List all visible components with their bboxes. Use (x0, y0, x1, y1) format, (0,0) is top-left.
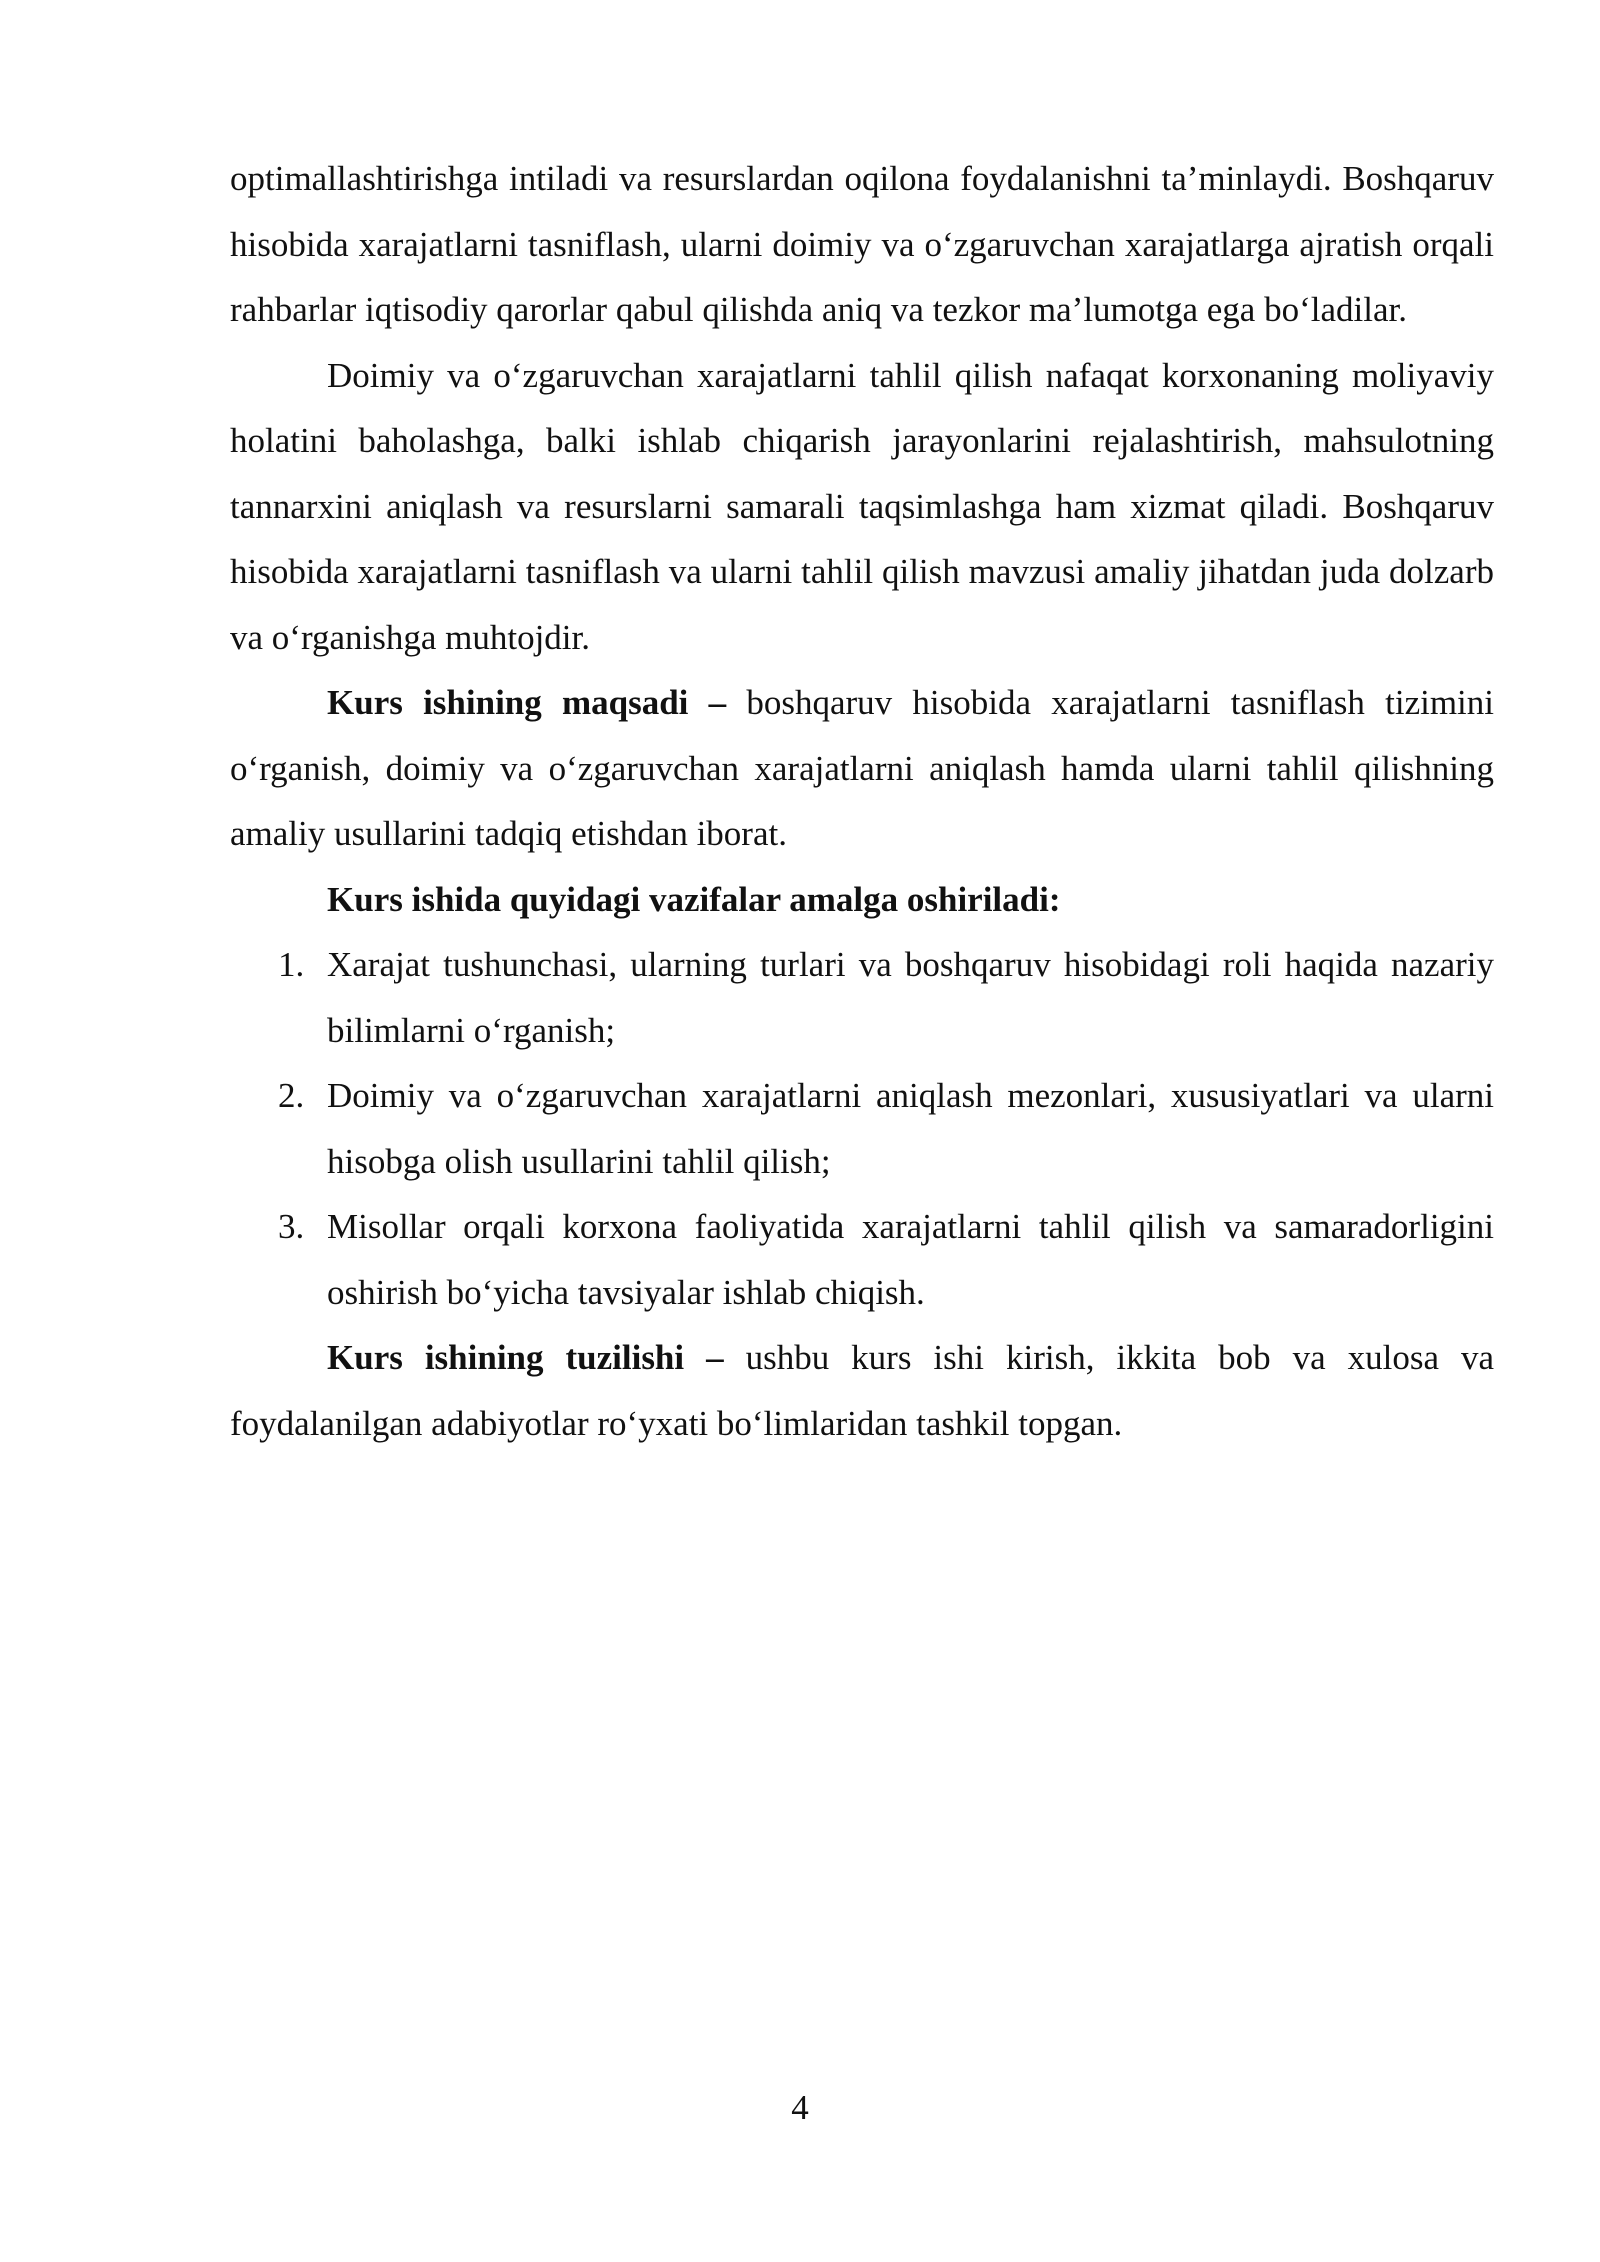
page-number: 4 (791, 2088, 809, 2127)
paragraph-goal (230, 670, 1494, 867)
list-item-number: 3. (278, 1207, 305, 1246)
paragraph-intro-continuation: optimallashtirishga intiladi va resurslardan oqilona foydalanishni ta’minlaydi. Boshqaruv hisobida xarajatlarni tasniflash, ularni doimiy va o‘zgaruvchan xarajatlarga ajratish orqali rahbarlar iqtisodiy qarorlar qabul qilishda aniq va tezkor ma’lumotga ega bo‘ladilar. (230, 159, 1494, 329)
list-item (230, 1063, 1494, 1194)
structure-label: Kurs ishining tuzilishi – (327, 1338, 724, 1377)
list-item (230, 932, 1494, 1063)
tasks-list (230, 932, 1494, 1325)
goal-label: Kurs ishining maqsadi – (327, 683, 727, 722)
paragraph-analysis: Doimiy va o‘zgaruvchan xarajatlarni tahlil qilish nafaqat korxonaning moliyaviy holatini baholashga, balki ishlab chiqarish jarayonlarini rejalashtirish, mahsulotning tannarxini aniqlash va resurslarni samarali taqsimlashga ham xizmat qiladi. Boshqaruv hisobida xarajatlarni tasniflash va ularni tahlil qilish mavzusi amaliy jihatdan juda dolzarb va o‘rganishga muhtojdir. (230, 355, 1494, 657)
list-item-number: 1. (278, 945, 305, 984)
goal-text: boshqaruv hisobida xarajatlarni tasniflash tizimini o‘rganish, doimiy va o‘zgaruvchan xarajatlarni aniqlash hamda ularni tahlil qilishning amaliy usullarini tadqiq etishdan iborat. (230, 683, 1494, 853)
list-item (230, 1194, 1494, 1325)
list-item-text: Xarajat tushunchasi, ularning turlari va boshqaruv hisobidagi roli haqida nazariy bilimlarni o‘rganish; (327, 945, 1494, 1050)
structure-text: ushbu kurs ishi kirish, ikkita bob va xulosa va foydalanilgan adabiyotlar ro‘yxati bo‘limlaridan tashkil topgan. (230, 1338, 1494, 1443)
paragraph-structure (230, 1325, 1494, 1456)
tasks-heading: Kurs ishida quyidagi vazifalar amalga oshiriladi: (327, 879, 1061, 919)
list-item-text: Misollar orqali korxona faoliyatida xarajatlarni tahlil qilish va samaradorligini oshirish bo‘yicha tavsiyalar ishlab chiqish. (327, 1207, 1494, 1312)
list-item-number: 2. (278, 1076, 305, 1115)
list-item-text: Doimiy va o‘zgaruvchan xarajatlarni aniqlash mezonlari, xususiyatlari va ularni hisobga olish usullarini tahlil qilish; (327, 1076, 1494, 1181)
document-body (230, 146, 1494, 1456)
